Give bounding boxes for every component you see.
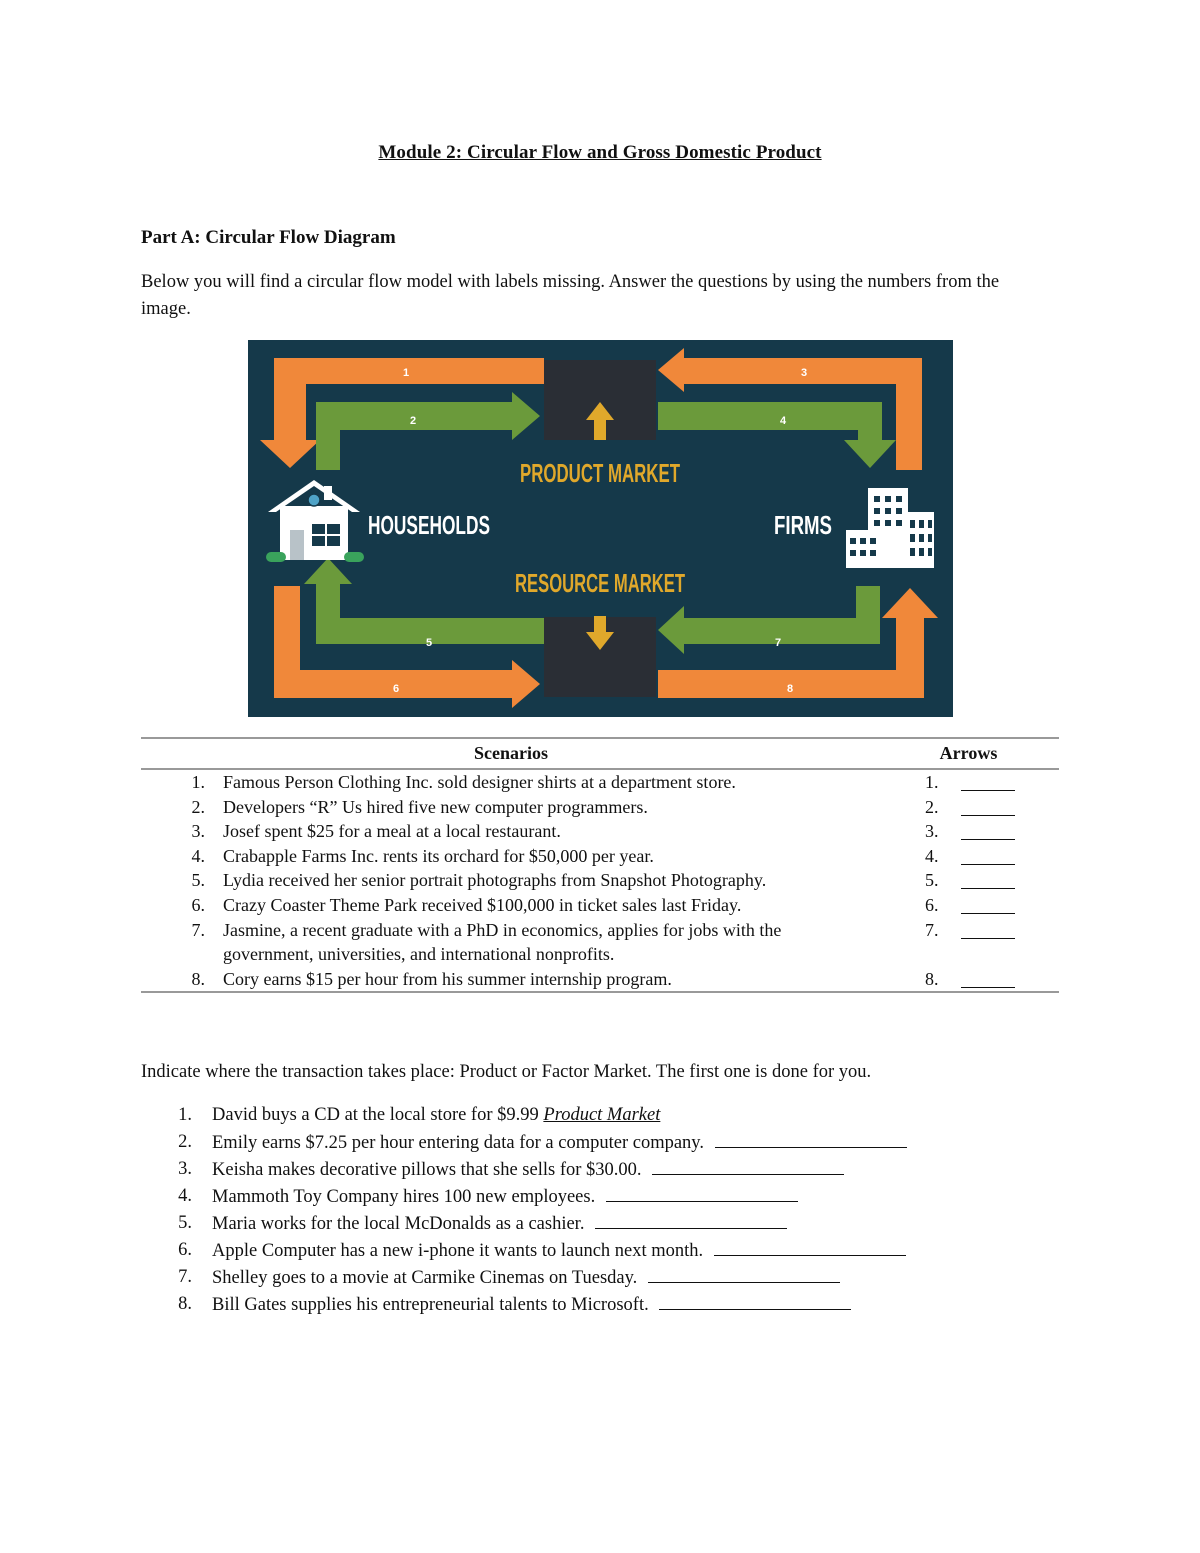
answer-blank[interactable]: [659, 1291, 851, 1310]
question-number: 4.: [178, 1186, 192, 1206]
answer-blank[interactable]: [606, 1183, 798, 1202]
arrow-label-8: 8: [786, 683, 794, 695]
answer-blank[interactable]: [652, 1156, 844, 1175]
scenario-number: 2.: [191, 796, 205, 817]
firms-label: FIRMS: [774, 510, 832, 540]
product-market-label: PRODUCT MARKET: [520, 458, 681, 488]
arrow-answer-blank[interactable]: [961, 844, 1015, 865]
arrow-answer-blank[interactable]: [961, 868, 1015, 889]
scenarios-table-header: [141, 739, 1059, 770]
arrow-label-1: 1: [402, 367, 410, 379]
question-text: Emily earns $7.25 per hour entering data for a computer company.: [212, 1133, 704, 1153]
arrow-answer-number: 4.: [925, 845, 939, 866]
scenario-number: 1.: [191, 772, 205, 792]
scenario-text: Jasmine, a recent graduate with a PhD in economics, applies for jobs with the government, universities, and international nonprofits.: [223, 919, 782, 965]
question-number: 6.: [178, 1240, 192, 1260]
answer-blank[interactable]: [715, 1129, 907, 1148]
question-text: Apple Computer has a new i-phone it wants to launch next month.: [212, 1241, 704, 1261]
arrow-answer-blank[interactable]: [961, 918, 1015, 939]
scenario-text: Crazy Coaster Theme Park received $100,000 in ticket sales last Friday.: [223, 894, 742, 915]
arrow-label-3: 3: [800, 367, 808, 379]
question-number: 1.: [178, 1105, 192, 1125]
scenario-text: Famous Person Clothing Inc. sold designer shirts at a department store.: [223, 772, 736, 792]
market-instructions: Indicate where the transaction takes place: Product or Factor Market. The first one is done for you.: [141, 1062, 872, 1082]
answer-blank[interactable]: [714, 1237, 906, 1256]
scenario-row: [141, 918, 1059, 967]
arrow-label-4: 4: [779, 415, 787, 427]
scenario-number: 8.: [191, 968, 205, 989]
arrow-label-5: 5: [425, 637, 433, 649]
question-item: [212, 1129, 907, 1157]
scenarios-header: Scenarios: [474, 743, 548, 763]
question-number: 3.: [178, 1159, 192, 1179]
arrow-answer-number: 8.: [925, 968, 939, 989]
scenario-number: 5.: [191, 870, 205, 891]
question-item: [212, 1237, 906, 1265]
arrow-answer-blank[interactable]: [961, 893, 1015, 914]
arrow-answer-number: 6.: [925, 894, 939, 915]
scenarios-table: [141, 737, 1059, 993]
question-number: 8.: [178, 1294, 192, 1314]
arrow-answer-blank[interactable]: [961, 819, 1015, 840]
arrow-answer-number: 5.: [925, 870, 939, 891]
scenario-row: [141, 893, 1059, 918]
scenario-number: 6.: [191, 894, 205, 915]
question-item: [212, 1183, 798, 1211]
scenario-row: [141, 819, 1059, 844]
scenario-row: [141, 967, 1059, 992]
question-text: Shelley goes to a movie at Carmike Cinemas on Tuesday.: [212, 1268, 638, 1288]
question-number: 7.: [178, 1267, 192, 1287]
scenarios-rows: [141, 770, 1059, 991]
scenario-text: Lydia received her senior portrait photographs from Snapshot Photography.: [223, 870, 767, 891]
scenario-text: Josef spent $25 for a meal at a local restaurant.: [223, 821, 561, 842]
arrow-answer-blank[interactable]: [961, 795, 1015, 816]
question-item: [212, 1291, 851, 1319]
arrow-answer-number: 1.: [925, 772, 939, 792]
resource-market-label: RESOURCE MARKET: [515, 568, 686, 598]
scenario-text: Cory earns $15 per hour from his summer internship program.: [223, 968, 672, 989]
question-text: Maria works for the local McDonalds as a cashier.: [212, 1214, 585, 1234]
question-item: [212, 1102, 660, 1129]
arrow-answer-number: 2.: [925, 796, 939, 817]
circular-flow-diagram: [248, 340, 953, 717]
answer-blank[interactable]: [595, 1210, 787, 1229]
scenario-row: [141, 795, 1059, 820]
arrow-label-7: 7: [774, 637, 782, 649]
scenario-number: 3.: [191, 821, 205, 842]
answer-blank[interactable]: [648, 1264, 840, 1283]
question-item: [212, 1210, 787, 1238]
question-answer: Product Market: [543, 1105, 661, 1125]
households-label: HOUSEHOLDS: [368, 510, 490, 540]
question-text: Mammoth Toy Company hires 100 new employees.: [212, 1187, 596, 1207]
question-text: Keisha makes decorative pillows that she sells for $30.00.: [212, 1160, 642, 1180]
question-text: David buys a CD at the local store for $9.99: [212, 1105, 539, 1125]
question-number: 2.: [178, 1132, 192, 1152]
scenario-row: [141, 844, 1059, 869]
arrow-answer-blank[interactable]: [961, 770, 1015, 791]
question-item: [212, 1264, 840, 1292]
arrow-answer-number: 7.: [925, 919, 939, 940]
arrow-answer-number: 3.: [925, 821, 939, 842]
arrow-answer-blank[interactable]: [961, 967, 1015, 988]
scenario-text: Developers “R” Us hired five new computer programmers.: [223, 796, 648, 817]
question-text: Bill Gates supplies his entrepreneurial talents to Microsoft.: [212, 1295, 649, 1315]
scenario-row: [141, 868, 1059, 893]
scenario-number: 4.: [191, 845, 205, 866]
question-item: [212, 1156, 844, 1184]
scenario-row: [141, 770, 1059, 795]
page-title: Module 2: Circular Flow and Gross Domestic Product: [378, 142, 822, 163]
question-number: 5.: [178, 1213, 192, 1233]
scenario-number: 7.: [191, 919, 205, 940]
part-a-intro: Below you will find a circular flow model with labels missing. Answer the questions by using the numbers from the image.: [141, 272, 1000, 319]
scenario-text: Crabapple Farms Inc. rents its orchard for $50,000 per year.: [223, 845, 654, 866]
arrow-label-6: 6: [392, 683, 400, 695]
arrows-header: Arrows: [939, 743, 998, 763]
part-a-heading: Part A: Circular Flow Diagram: [141, 227, 396, 248]
arrow-label-2: 2: [409, 415, 417, 427]
